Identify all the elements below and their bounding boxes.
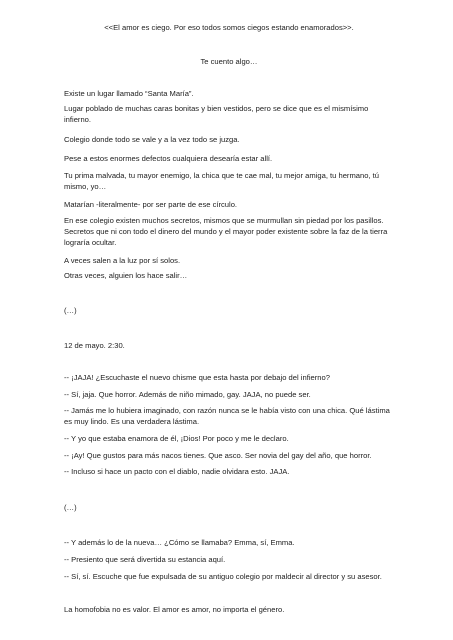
paragraph: Tu prima malvada, tu mayor enemigo, la chica que te cae mal, tu mejor amiga, tu hermano, tú mismo, yo… (64, 171, 380, 191)
dialogue-line: -- Incluso si hace un pacto con el diablo, nadie olvidara esto. JAJA. (64, 467, 290, 476)
paragraph: A veces salen a la luz por sí solos. (64, 256, 181, 265)
dialogue-line: -- Presiento que será divertida su estancia aquí. (64, 555, 226, 564)
closing-statement: La homofobia no es valor. El amor es amor, no importa el género. (64, 605, 285, 614)
dialogue-line: -- Sí, jaja. Que horror. Además de niño mimado, gay. JAJA, no puede ser. (64, 390, 311, 399)
dialogue-line: -- Y yo que estaba enamora de él, ¡Dios! Por poco y me le declaro. (64, 434, 289, 443)
teaser-line: Te cuento algo… (200, 57, 258, 66)
epigraph: <<El amor es ciego. Por eso todos somos ciegos estando enamorados>>. (104, 23, 354, 32)
dialogue-line: -- Jamás me lo hubiera imaginado, con razón nunca se le había visto con una chica. Qué lástima es muy lindo. Es una verdadera lástima. (64, 406, 390, 426)
date-heading: 12 de mayo. 2:30. (64, 341, 125, 350)
dialogue-line: -- Sí, sí. Escuche que fue expulsada de su antiguo colegio por maldecir al director y su asesor. (64, 572, 382, 581)
paragraph: Matarían -literalmente- por ser parte de ese círculo. (64, 200, 238, 209)
dialogue-line: -- ¡Ay! Que gustos para más nacos tienes. Que asco. Ser novia del gay del año, que horror. (64, 451, 372, 460)
paragraph: Colegio donde todo se vale y a la vez todo se juzga. (64, 135, 240, 144)
paragraph: Pese a estos enormes defectos cualquiera desearía estar allí. (64, 154, 273, 163)
section-ellipsis: (…) (64, 503, 77, 512)
paragraph: Existe un lugar llamado “Santa María”. (64, 89, 194, 98)
section-ellipsis: (…) (64, 306, 77, 315)
dialogue-line: -- Y además lo de la nueva… ¿Cómo se llamaba? Emma, sí, Emma. (64, 538, 295, 547)
dialogue-line: -- ¡JAJA! ¿Escuchaste el nuevo chisme que esta hasta por debajo del infierno? (64, 373, 330, 382)
paragraph: En ese colegio existen muchos secretos, mismos que se murmullan sin piedad por los pasillos. Secretos que ni con todo el dinero del mundo y el mayor poder existente sobre la faz de la tierra lograría ocultar. (64, 216, 388, 247)
paragraph: Otras veces, alguien los hace salir… (64, 271, 188, 280)
paragraph: Lugar poblado de muchas caras bonitas y bien vestidos, pero se dice que es el mismísimo infierno. (64, 104, 369, 124)
